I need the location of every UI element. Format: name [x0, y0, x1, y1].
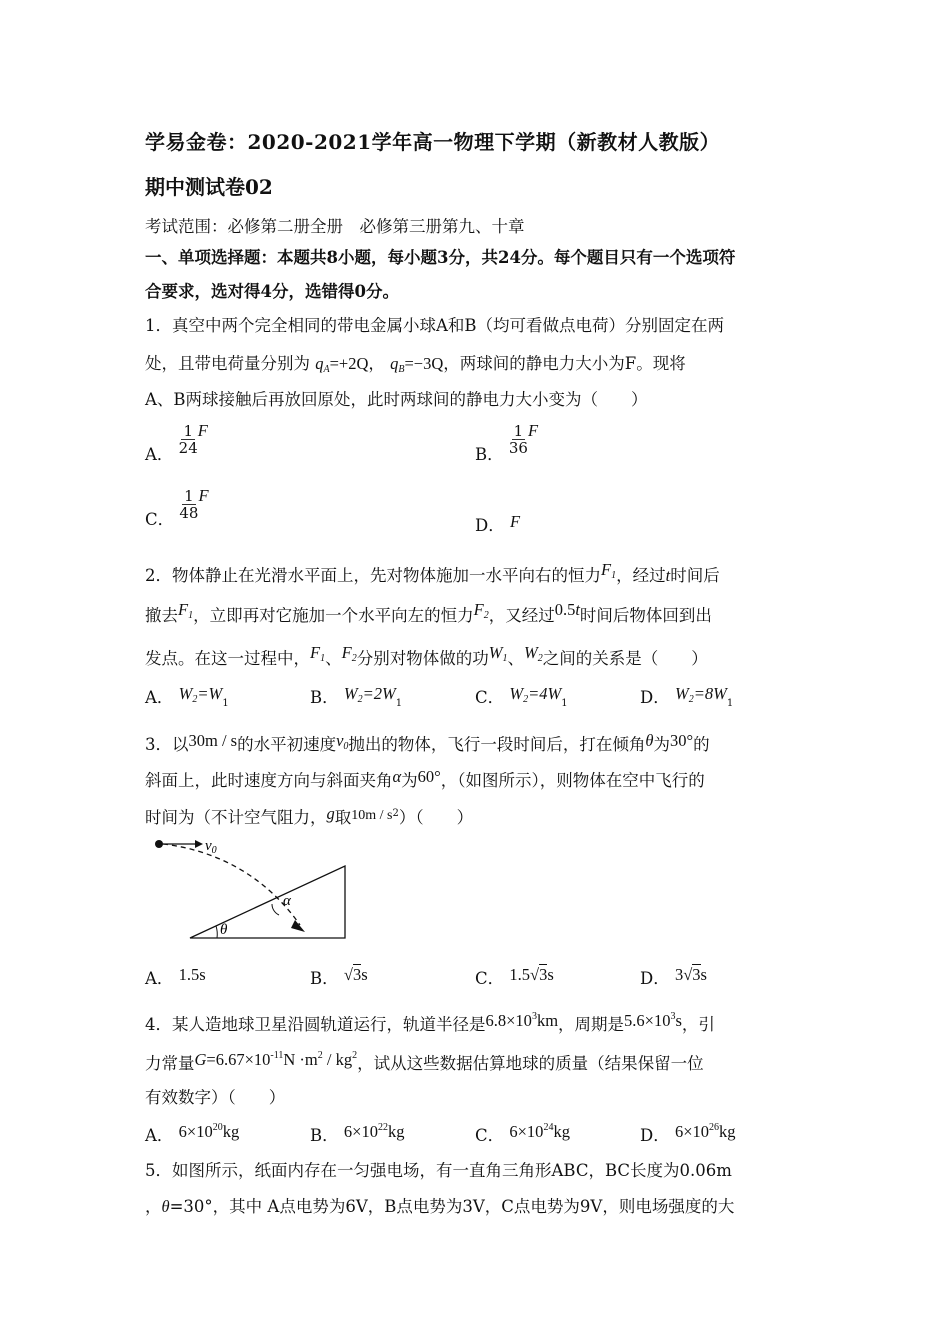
q1-option-b: B． $\frac{1}{36}$ F — [475, 421, 539, 464]
q1-option-d: D． F — [475, 512, 521, 535]
q2-line1: 2．物体静止在光滑水平面上，先对物体施加一水平向右的恒力$F_1$，经过t时间后 — [145, 560, 720, 585]
q3-option-a: A． 1.5s — [145, 965, 206, 988]
theta-arc — [216, 926, 217, 938]
alpha-arc — [272, 904, 279, 915]
theta-label: θ — [220, 922, 228, 938]
section-instruction-line1: 一、单项选择题：本题共8小题，每小题3分，共24分。每个题目只有一个选项符 — [145, 248, 736, 267]
q4-option-b: B． $6\times 10^{22}kg$ — [310, 1122, 405, 1145]
q3-line2: 斜面上，此时速度方向与斜面夹角α为60°，（如图所示），则物体在空中飞行的 — [145, 767, 705, 790]
q3-line3: 时间为（不计空气阻力，g取$^{10m / s2}$）（ ） — [145, 804, 474, 827]
q1-option-a: A． $\frac{1}{24}$ F — [145, 421, 208, 464]
q1-qb: $q_B$ — [390, 354, 405, 375]
alpha-label: α — [283, 893, 291, 909]
q2-option-d: D． $W_2=8W_1$ — [640, 684, 734, 709]
q4-line3: 有效数字）（ ） — [145, 1088, 286, 1107]
q4-option-c: C． $6\times 10^{24}kg$ — [475, 1122, 570, 1145]
q3-line1: 3．以30m / s的水平初速度$v_0$抛出的物体，飞行一段时间后，打在倾角θ为30°的 — [145, 731, 710, 754]
incline-triangle — [190, 866, 345, 938]
q2-line3: 发点。在这一过程中，$F_1$、$F_2$分别对物体做的功$W_1$、$W_2$之间的关系是（ ） — [145, 643, 708, 668]
q1-line2: 处，且带电荷量分别为 $q_A=+2Q$， $q_B=-3Q$，两球间的静电力大小为F。现将 — [145, 354, 686, 375]
q4-line1: 4．某人造地球卫星沿圆轨道运行，轨道半径是$6.8\times 10^3km$，周期是$5.6\times 10^3s$，引 — [145, 1011, 715, 1034]
q3-option-c: C． 1.5√3s — [475, 965, 554, 988]
velocity-arrowhead — [195, 840, 203, 848]
trajectory-arrowhead — [291, 920, 305, 932]
section-instruction-line2: 合要求，选对得4分，选错得0分。 — [145, 282, 399, 301]
exam-subtitle: 期中测试卷02 — [145, 175, 273, 199]
q4-option-a: A． $6\times 10^{20}kg$ — [145, 1122, 240, 1145]
v0-label: $v_0$ — [205, 838, 217, 856]
q2-option-b: B． $W_2=2W_1$ — [310, 684, 403, 709]
exam-scope: 考试范围：必修第二册全册 必修第三册第九、十章 — [145, 217, 525, 236]
q5-line2: ，θ=30°，其中 A点电势为6V，B点电势为3V，C点电势为9V，则电场强度的大 — [145, 1197, 735, 1216]
q1-qa: $q_A$ — [315, 354, 330, 375]
trajectory-path — [163, 844, 300, 925]
q3-incline-figure — [145, 830, 360, 945]
q1-line1: 1．真空中两个完全相同的带电金属小球A和B（均可看做点电荷）分别固定在两 — [145, 316, 725, 335]
q4-line2: 力常量$G=6.67\times 10^{-11}N \cdot m^2 / kg^2$，试从这些数据估算地球的质量（结果保留一位 — [145, 1050, 704, 1073]
q1-option-c: C． $\frac{1}{48}$ F — [145, 486, 209, 529]
q1-line3: A、B两球接触后再放回原处，此时两球间的静电力大小变为（ ） — [145, 390, 648, 409]
q2-option-a: A． $W_2=W_1$ — [145, 684, 229, 709]
exam-title: 学易金卷：2020-2021学年高一物理下学期（新教材人教版） — [145, 130, 721, 154]
q2-line2: 撤去$F_1$，立即再对它施加一个水平向左的恒力$F_2$，又经过0.5t时间后物体回到出 — [145, 600, 712, 625]
q2-option-c: C． $W_2=4W_1$ — [475, 684, 568, 709]
q5-line1: 5．如图所示，纸面内存在一匀强电场，有一直角三角形ABC，BC长度为0.06m — [145, 1161, 732, 1180]
q3-option-d: D． 3√3s — [640, 965, 707, 988]
q3-option-b: B． √3s — [310, 965, 368, 988]
q4-option-d: D． $6\times 10^{26}kg$ — [640, 1122, 736, 1145]
